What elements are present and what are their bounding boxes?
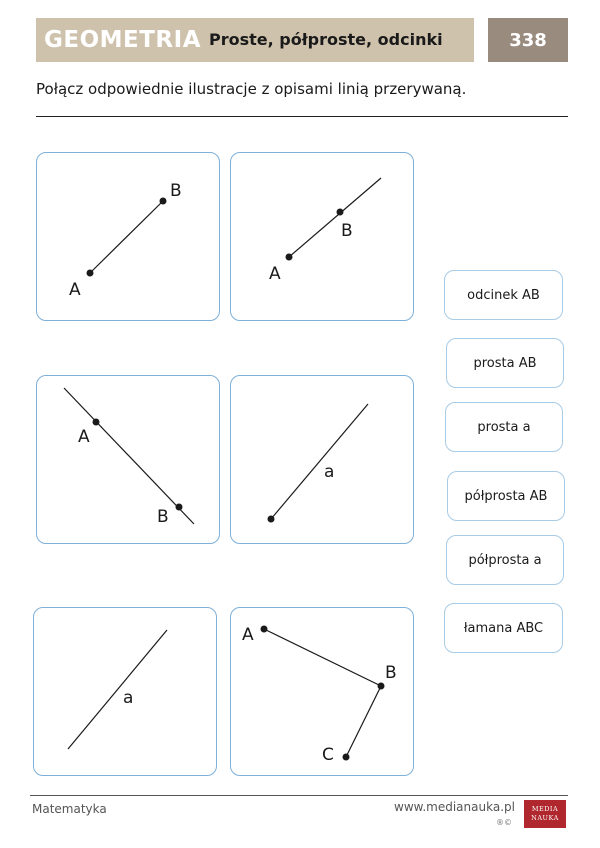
point-a xyxy=(93,419,100,426)
segment-ab-drawing xyxy=(37,153,221,322)
divider-top xyxy=(36,116,568,117)
footer-website-link[interactable]: www.medianauka.pl xyxy=(394,800,515,814)
subject-title: GEOMETRIA xyxy=(44,27,201,53)
option-lamana-abc[interactable]: łamana ABC xyxy=(444,603,563,653)
option-odcinek-ab[interactable]: odcinek AB xyxy=(444,270,563,320)
point-b xyxy=(378,683,385,690)
media-nauka-logo xyxy=(524,800,566,828)
illustration-segment-ab[interactable] xyxy=(36,152,220,321)
ray-ab-drawing xyxy=(231,153,415,322)
point-b xyxy=(337,209,344,216)
point-b xyxy=(160,198,167,205)
illustration-ray-a[interactable] xyxy=(230,375,414,544)
illustration-ray-ab[interactable] xyxy=(230,152,414,321)
point-a xyxy=(286,254,293,261)
line-ab-drawing xyxy=(37,376,221,545)
label-a: A xyxy=(69,280,81,300)
ray-a-drawing xyxy=(231,376,415,545)
illustration-line-ab[interactable] xyxy=(36,375,220,544)
divider-bottom xyxy=(30,795,568,796)
point-b xyxy=(176,504,183,511)
point-c xyxy=(343,754,350,761)
footer-subject: Matematyka xyxy=(32,802,107,816)
polyline-abc-drawing xyxy=(231,608,415,777)
option-prosta-ab[interactable]: prosta AB xyxy=(446,338,564,388)
logo-line-1: MEDIA xyxy=(531,805,559,813)
label-b: B xyxy=(385,663,397,683)
illustration-line-a[interactable] xyxy=(33,607,217,776)
label-b: B xyxy=(157,507,169,527)
option-prosta-a[interactable]: prosta a xyxy=(445,402,563,452)
label-c: C xyxy=(322,745,334,765)
instruction-text: Połącz odpowiednie ilustracje z opisami linią przerywaną. xyxy=(36,80,467,98)
illustration-polyline-abc[interactable] xyxy=(230,607,414,776)
line-a-drawing xyxy=(34,608,218,777)
option-polprosta-a[interactable]: półprosta a xyxy=(446,535,564,585)
logo-line-2: NAUKA xyxy=(531,814,559,822)
label-b: B xyxy=(341,221,353,241)
label-a: a xyxy=(123,688,134,708)
topic-title: Proste, półproste, odcinki xyxy=(209,30,443,49)
footer-trademark-marks: ®© xyxy=(496,818,512,827)
label-a: A xyxy=(269,264,281,284)
label-a: A xyxy=(78,427,90,447)
label-b: B xyxy=(170,181,182,201)
point-a xyxy=(87,270,94,277)
label-a: a xyxy=(324,462,335,482)
point-a xyxy=(261,626,268,633)
option-polprosta-ab[interactable]: półprosta AB xyxy=(447,471,565,521)
page-number: 338 xyxy=(488,18,568,62)
label-a: A xyxy=(242,625,254,645)
ray-start-point xyxy=(268,516,275,523)
